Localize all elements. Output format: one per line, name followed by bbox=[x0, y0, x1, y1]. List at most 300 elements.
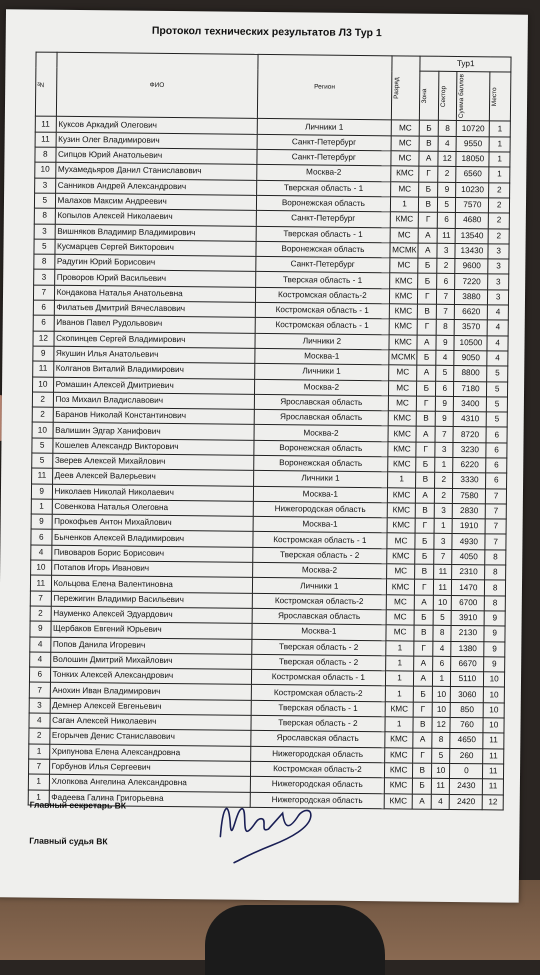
header-points: Сумма баллов bbox=[457, 72, 490, 121]
cell-name: Кусмарцев Сергей Викторович bbox=[54, 239, 256, 256]
cell-zone: Г bbox=[416, 442, 435, 457]
cell-place: 8 bbox=[485, 565, 506, 581]
cell-sector: 7 bbox=[434, 549, 453, 564]
cell-name: Демнер Алексей Евгеньевич bbox=[50, 698, 252, 715]
cell-points: 3330 bbox=[453, 473, 486, 489]
cell-sector: 4 bbox=[436, 350, 455, 365]
cell-rank: МС bbox=[386, 625, 415, 641]
cell-region: Костромская область - 1 bbox=[253, 532, 387, 549]
cell-place: 1 bbox=[489, 152, 510, 168]
header-num: № bbox=[35, 52, 56, 117]
cell-place: 6 bbox=[486, 427, 507, 443]
cell-n: 9 bbox=[31, 514, 52, 530]
cell-region: Тверская область - 1 bbox=[251, 700, 385, 717]
cell-region: Москва-2 bbox=[255, 379, 389, 396]
cell-name: Поз Михаил Владиславович bbox=[53, 392, 255, 409]
cell-rank: 1 bbox=[385, 640, 414, 656]
cell-points: 10230 bbox=[456, 182, 489, 198]
cell-region: Москва-2 bbox=[253, 562, 387, 579]
cell-place: 10 bbox=[483, 718, 504, 734]
cell-rank: КМС bbox=[384, 763, 413, 779]
cell-zone: Б bbox=[414, 687, 433, 702]
cell-rank: МСМК bbox=[390, 243, 419, 259]
cell-zone: А bbox=[419, 228, 438, 243]
cell-n: 3 bbox=[34, 224, 55, 240]
cell-zone: Г bbox=[419, 166, 438, 181]
cell-n: 9 bbox=[33, 346, 54, 362]
cell-points: 2430 bbox=[450, 779, 483, 795]
cell-rank: МС bbox=[388, 396, 417, 412]
cell-zone: Б bbox=[417, 381, 436, 396]
cell-n: 3 bbox=[29, 698, 50, 714]
cell-sector: 8 bbox=[438, 121, 457, 136]
cell-points: 6700 bbox=[452, 595, 485, 611]
cell-zone: В bbox=[413, 717, 432, 732]
cell-region: Нижегородская область bbox=[250, 777, 384, 794]
cell-region: Тверская область - 2 bbox=[253, 547, 387, 564]
cell-region: Санкт-Петербург bbox=[257, 134, 391, 151]
cell-n: 4 bbox=[31, 545, 52, 561]
shoe bbox=[205, 905, 385, 975]
cell-place: 1 bbox=[489, 167, 510, 183]
cell-sector: 8 bbox=[433, 626, 452, 641]
cell-n: 7 bbox=[33, 285, 54, 301]
cell-n: 3 bbox=[34, 269, 55, 285]
cell-rank: КМС bbox=[390, 166, 419, 182]
cell-place: 1 bbox=[490, 121, 511, 137]
cell-n: 10 bbox=[33, 377, 54, 393]
cell-region: Ярославская область bbox=[251, 731, 385, 748]
cell-region: Костромская область-2 bbox=[252, 593, 386, 610]
cell-sector: 2 bbox=[434, 473, 453, 488]
cell-region: Костромская область-2 bbox=[256, 287, 390, 304]
cell-zone: В bbox=[420, 136, 439, 151]
cell-region: Нижегородская область bbox=[253, 501, 387, 518]
cell-sector: 10 bbox=[432, 702, 451, 717]
cell-name: Проворов Юрий Васильевич bbox=[54, 270, 256, 287]
cell-zone: В bbox=[417, 411, 436, 426]
cell-points: 3570 bbox=[455, 320, 488, 336]
cell-name: Саган Алексей Николаевич bbox=[50, 713, 252, 730]
cell-name: Колганов Виталий Владимирович bbox=[53, 361, 255, 378]
cell-zone: В bbox=[419, 197, 438, 212]
cell-rank: МС bbox=[386, 564, 415, 580]
cell-sector: 11 bbox=[431, 778, 450, 793]
cell-place: 1 bbox=[489, 137, 510, 153]
cell-name: Науменко Алексей Эдуардович bbox=[51, 606, 253, 623]
cell-sector: 6 bbox=[437, 274, 456, 289]
cell-region: Санкт-Петербург bbox=[256, 257, 390, 274]
cell-name: Кольцова Елена Валентиновна bbox=[51, 576, 253, 593]
cell-zone: А bbox=[416, 426, 435, 441]
cell-place: 3 bbox=[488, 274, 509, 290]
cell-points: 6560 bbox=[456, 167, 489, 183]
cell-zone: А bbox=[417, 365, 436, 380]
signature bbox=[212, 786, 333, 867]
cell-region: Москва-1 bbox=[253, 517, 387, 534]
cell-rank: 1 bbox=[387, 472, 416, 488]
cell-sector: 6 bbox=[433, 656, 452, 671]
cell-sector: 9 bbox=[435, 411, 454, 426]
cell-place: 6 bbox=[486, 473, 507, 489]
cell-name: Тонких Алексей Александрович bbox=[50, 667, 252, 684]
cell-place: 8 bbox=[485, 550, 506, 566]
cell-n: 9 bbox=[31, 484, 52, 500]
cell-name: Сипцов Юрий Анатольевич bbox=[55, 147, 257, 164]
cell-sector: 2 bbox=[437, 258, 456, 273]
cell-n: 1 bbox=[28, 774, 49, 790]
cell-zone: Г bbox=[415, 579, 434, 594]
cell-region: Москва-2 bbox=[257, 165, 391, 182]
cell-region: Воронежская область bbox=[254, 440, 388, 457]
cell-name: Скопинцев Сергей Владимирович bbox=[54, 331, 256, 348]
cell-rank: МС bbox=[390, 227, 419, 243]
cell-region: Ярославская область bbox=[254, 409, 388, 426]
cell-name: Совенкова Наталья Олеговна bbox=[52, 499, 254, 516]
cell-sector: 6 bbox=[435, 381, 454, 396]
cell-name: Малахов Максим Андреевич bbox=[55, 193, 257, 210]
cell-name: Куксов Аркадий Олегович bbox=[56, 117, 258, 134]
cell-name: Щербаков Евгений Юрьевич bbox=[50, 622, 252, 639]
cell-points: 2310 bbox=[452, 565, 485, 581]
cell-rank: КМС bbox=[389, 289, 418, 305]
cell-sector: 1 bbox=[432, 671, 451, 686]
cell-place: 3 bbox=[488, 290, 509, 306]
cell-name: Волошин Дмитрий Михайлович bbox=[50, 652, 252, 669]
cell-place: 9 bbox=[484, 626, 505, 642]
cell-sector: 11 bbox=[437, 228, 456, 243]
cell-rank: КМС bbox=[390, 212, 419, 228]
cell-place: 4 bbox=[487, 335, 508, 351]
cell-region: Тверская область - 1 bbox=[257, 180, 391, 197]
cell-rank: КМС bbox=[385, 702, 414, 718]
cell-name: Якушин Илья Анатольевич bbox=[53, 346, 255, 363]
cell-place: 7 bbox=[485, 519, 506, 535]
cell-place: 7 bbox=[486, 488, 507, 504]
cell-name: Попов Данила Игоревич bbox=[50, 637, 252, 654]
cell-name: Вишняков Владимир Владимирович bbox=[55, 224, 257, 241]
cell-n: 4 bbox=[30, 637, 51, 653]
cell-rank: МС bbox=[388, 380, 417, 396]
cell-name: Зверев Алексей Михайлович bbox=[52, 453, 254, 470]
cell-name: Николаев Николай Николаевич bbox=[52, 484, 254, 501]
cell-points: 6220 bbox=[453, 457, 486, 473]
cell-name: Деев Алексей Валерьевич bbox=[52, 469, 254, 486]
cell-n: 10 bbox=[35, 162, 56, 178]
cell-rank: КМС bbox=[388, 441, 417, 457]
cell-rank: МС bbox=[389, 258, 418, 274]
cell-zone: Б bbox=[417, 350, 436, 365]
cell-rank: КМС bbox=[389, 273, 418, 289]
cell-points: 8720 bbox=[453, 427, 486, 443]
cell-region: Москва-1 bbox=[253, 486, 387, 503]
cell-region: Костромская область - 1 bbox=[252, 670, 386, 687]
cell-name: Хрипунова Елена Александровна bbox=[49, 744, 251, 761]
cell-rank: КМС bbox=[386, 549, 415, 565]
cell-zone: Г bbox=[414, 641, 433, 656]
cell-rank: 1 bbox=[385, 686, 414, 702]
cell-name: Прокофьев Антон Михайлович bbox=[52, 514, 254, 531]
cell-place: 5 bbox=[487, 381, 508, 397]
cell-zone: Б bbox=[418, 258, 437, 273]
cell-points: 1470 bbox=[452, 580, 485, 596]
cell-sector: 4 bbox=[433, 641, 452, 656]
cell-place: 7 bbox=[485, 534, 506, 550]
cell-zone: Г bbox=[419, 212, 438, 227]
cell-name: Анохин Иван Владимирович bbox=[50, 683, 252, 700]
cell-n: 2 bbox=[32, 392, 53, 408]
cell-place: 10 bbox=[484, 672, 505, 688]
cell-n: 8 bbox=[34, 208, 55, 224]
cell-rank: КМС bbox=[384, 747, 413, 763]
cell-region: Костромская область-2 bbox=[251, 685, 385, 702]
cell-region: Москва-1 bbox=[252, 624, 386, 641]
cell-rank: 1 bbox=[385, 717, 414, 733]
cell-points: 13430 bbox=[455, 243, 488, 259]
cell-rank: МС bbox=[388, 365, 417, 381]
cell-sector: 7 bbox=[436, 304, 455, 319]
cell-points: 9050 bbox=[454, 350, 487, 366]
cell-sector: 5 bbox=[437, 197, 456, 212]
cell-name: Кондакова Наталья Анатольевна bbox=[54, 285, 256, 302]
cell-rank: КМС bbox=[389, 319, 418, 335]
cell-region: Личники 1 bbox=[257, 119, 391, 136]
chief-judge-label: Главный судья ВК bbox=[29, 835, 108, 847]
cell-points: 4680 bbox=[456, 213, 489, 229]
cell-sector: 11 bbox=[433, 580, 452, 595]
cell-zone: Г bbox=[418, 319, 437, 334]
cell-sector: 12 bbox=[432, 717, 451, 732]
cell-zone: В bbox=[418, 304, 437, 319]
cell-place: 7 bbox=[486, 504, 507, 520]
cell-zone: Б bbox=[418, 274, 437, 289]
cell-sector: 5 bbox=[432, 748, 451, 763]
cell-points: 1380 bbox=[451, 641, 484, 657]
cell-zone: В bbox=[415, 564, 434, 579]
cell-name: Валишин Эдгар Ханифович bbox=[53, 423, 255, 440]
cell-rank: КМС bbox=[384, 793, 413, 809]
cell-rank: КМС bbox=[388, 426, 417, 442]
cell-zone: А bbox=[418, 243, 437, 258]
cell-n: 2 bbox=[30, 606, 51, 622]
cell-sector: 9 bbox=[435, 396, 454, 411]
cell-place: 4 bbox=[487, 320, 508, 336]
cell-points: 2130 bbox=[451, 626, 484, 642]
cell-points: 10720 bbox=[457, 121, 490, 137]
cell-name: Баранов Николай Константинович bbox=[53, 407, 255, 424]
header-rank: Разряд bbox=[391, 56, 420, 121]
cell-n: 12 bbox=[33, 331, 54, 347]
cell-rank: КМС bbox=[387, 518, 416, 534]
cell-region: Воронежская область bbox=[254, 455, 388, 472]
cell-region: Воронежская область bbox=[256, 241, 390, 258]
cell-rank: МС bbox=[386, 594, 415, 610]
cell-n: 5 bbox=[34, 193, 55, 209]
cell-name: Кошелев Александр Викторович bbox=[52, 438, 254, 455]
chief-secretary-label: Главный секретарь ВК bbox=[29, 799, 126, 811]
cell-sector: 3 bbox=[437, 243, 456, 258]
cell-place: 5 bbox=[487, 397, 508, 413]
cell-region: Москва-2 bbox=[254, 425, 388, 442]
cell-region: Ярославская область bbox=[252, 608, 386, 625]
cell-rank: МС bbox=[390, 181, 419, 197]
cell-sector: 1 bbox=[434, 518, 453, 533]
cell-region: Костромская область - 1 bbox=[255, 302, 389, 319]
cell-n: 10 bbox=[31, 560, 52, 576]
cell-zone: Б bbox=[420, 121, 439, 136]
cell-points: 6620 bbox=[455, 304, 488, 320]
cell-n: 7 bbox=[29, 682, 50, 698]
cell-points: 4650 bbox=[450, 733, 483, 749]
cell-points: 9600 bbox=[455, 259, 488, 275]
cell-name: Горбунов Илья Сергеевич bbox=[49, 759, 251, 776]
cell-n: 11 bbox=[35, 117, 56, 133]
cell-place: 3 bbox=[488, 259, 509, 275]
cell-zone: В bbox=[414, 625, 433, 640]
cell-points: 2420 bbox=[450, 794, 483, 810]
cell-n: 4 bbox=[29, 713, 50, 729]
cell-place: 8 bbox=[485, 580, 506, 596]
cell-points: 0 bbox=[450, 763, 483, 779]
cell-region: Ярославская область bbox=[254, 394, 388, 411]
cell-sector: 10 bbox=[431, 763, 450, 778]
cell-n: 8 bbox=[35, 147, 56, 163]
cell-sector: 11 bbox=[434, 564, 453, 579]
cell-place: 5 bbox=[487, 412, 508, 428]
cell-rank: 1 bbox=[385, 656, 414, 672]
cell-rank: КМС bbox=[384, 778, 413, 794]
cell-region: Нижегородская область bbox=[250, 792, 384, 809]
cell-sector: 2 bbox=[434, 488, 453, 503]
cell-sector: 6 bbox=[437, 213, 456, 228]
cell-points: 7220 bbox=[455, 274, 488, 290]
cell-name: Пивоваров Борис Борисович bbox=[51, 545, 253, 562]
cell-sector: 4 bbox=[438, 136, 457, 151]
cell-sector: 10 bbox=[433, 595, 452, 610]
cell-n: 7 bbox=[30, 591, 51, 607]
cell-place: 2 bbox=[489, 182, 510, 198]
cell-region: Тверская область - 2 bbox=[251, 715, 385, 732]
cell-rank: КМС bbox=[389, 334, 418, 350]
cell-sector: 5 bbox=[433, 610, 452, 625]
cell-points: 3880 bbox=[455, 289, 488, 305]
cell-sector: 3 bbox=[435, 442, 454, 457]
cell-points: 4050 bbox=[452, 549, 485, 565]
cell-n: 3 bbox=[35, 178, 56, 194]
header-tour: Тур1 bbox=[420, 56, 511, 72]
cell-points: 4930 bbox=[452, 534, 485, 550]
cell-points: 10500 bbox=[454, 335, 487, 351]
header-zone: Зона bbox=[420, 71, 439, 120]
cell-zone: А bbox=[416, 488, 435, 503]
cell-rank: МСМК bbox=[388, 350, 417, 366]
cell-points: 6670 bbox=[451, 656, 484, 672]
cell-name: Мухамедьяров Данил Станиславович bbox=[55, 163, 257, 180]
cell-zone: Б bbox=[419, 182, 438, 197]
cell-place: 12 bbox=[483, 794, 504, 810]
cell-sector: 5 bbox=[436, 365, 455, 380]
cell-place: 10 bbox=[484, 687, 505, 703]
cell-zone: А bbox=[419, 151, 438, 166]
cell-region: Личники 1 bbox=[254, 471, 388, 488]
cell-zone: Б bbox=[415, 610, 434, 625]
cell-sector: 4 bbox=[431, 794, 450, 809]
cell-points: 7570 bbox=[456, 197, 489, 213]
cell-name: Фадеева Галина Григорьевна bbox=[49, 790, 251, 807]
cell-place: 5 bbox=[487, 366, 508, 382]
cell-rank: КМС bbox=[387, 457, 416, 473]
cell-region: Тверская область - 2 bbox=[252, 654, 386, 671]
cell-place: 8 bbox=[485, 595, 506, 611]
results-table bbox=[28, 52, 512, 811]
header-region: Регион bbox=[257, 54, 391, 120]
cell-region: Костромская область - 1 bbox=[255, 318, 389, 335]
cell-points: 7180 bbox=[454, 381, 487, 397]
cell-region: Тверская область - 1 bbox=[256, 226, 390, 243]
cell-n: 1 bbox=[31, 499, 52, 515]
cell-n: 5 bbox=[32, 438, 53, 454]
cell-name: Пережигин Владимир Васильевич bbox=[51, 591, 253, 608]
cell-sector: 1 bbox=[435, 457, 454, 472]
cell-zone: Б bbox=[415, 549, 434, 564]
cell-place: 9 bbox=[484, 657, 505, 673]
cell-rank: КМС bbox=[386, 579, 415, 595]
cell-points: 3230 bbox=[453, 442, 486, 458]
cell-region: Тверская область - 1 bbox=[256, 272, 390, 289]
cell-region: Москва-1 bbox=[255, 348, 389, 365]
cell-rank: МС bbox=[391, 151, 420, 167]
cell-region: Личники 1 bbox=[255, 364, 389, 381]
cell-points: 4310 bbox=[454, 412, 487, 428]
cell-place: 2 bbox=[488, 228, 509, 244]
cell-n: 11 bbox=[30, 575, 51, 591]
cell-sector: 10 bbox=[432, 687, 451, 702]
cell-region: Нижегородская область bbox=[251, 746, 385, 763]
cell-zone: В bbox=[416, 472, 435, 487]
cell-n: 2 bbox=[32, 407, 53, 423]
cell-n: 1 bbox=[29, 744, 50, 760]
cell-rank: КМС bbox=[384, 732, 413, 748]
cell-n: 7 bbox=[29, 759, 50, 775]
cell-n: 6 bbox=[33, 300, 54, 316]
cell-points: 3910 bbox=[452, 610, 485, 626]
cell-zone: В bbox=[413, 763, 432, 778]
cell-points: 3060 bbox=[451, 687, 484, 703]
cell-region: Санкт-Петербург bbox=[257, 149, 391, 166]
cell-rank: 1 bbox=[385, 671, 414, 687]
cell-zone: А bbox=[414, 656, 433, 671]
cell-place: 11 bbox=[483, 733, 504, 749]
cell-points: 5110 bbox=[451, 672, 484, 688]
cell-zone: Б bbox=[413, 778, 432, 793]
cell-sector: 8 bbox=[432, 733, 451, 748]
cell-zone: Г bbox=[414, 702, 433, 717]
cell-points: 3400 bbox=[454, 396, 487, 412]
cell-n: 5 bbox=[34, 239, 55, 255]
cell-sector: 3 bbox=[434, 534, 453, 549]
cell-zone: А bbox=[417, 335, 436, 350]
cell-place: 6 bbox=[486, 443, 507, 459]
cell-points: 760 bbox=[450, 717, 483, 733]
cell-place: 10 bbox=[483, 703, 504, 719]
cell-sector: 12 bbox=[438, 151, 457, 166]
cell-rank: МС bbox=[391, 136, 420, 152]
cell-n: 6 bbox=[29, 667, 50, 683]
cell-n: 11 bbox=[35, 132, 56, 148]
cell-name: Быченков Алексей Владимирович bbox=[51, 530, 253, 547]
cell-zone: Г bbox=[418, 289, 437, 304]
cell-zone: Г bbox=[417, 396, 436, 411]
